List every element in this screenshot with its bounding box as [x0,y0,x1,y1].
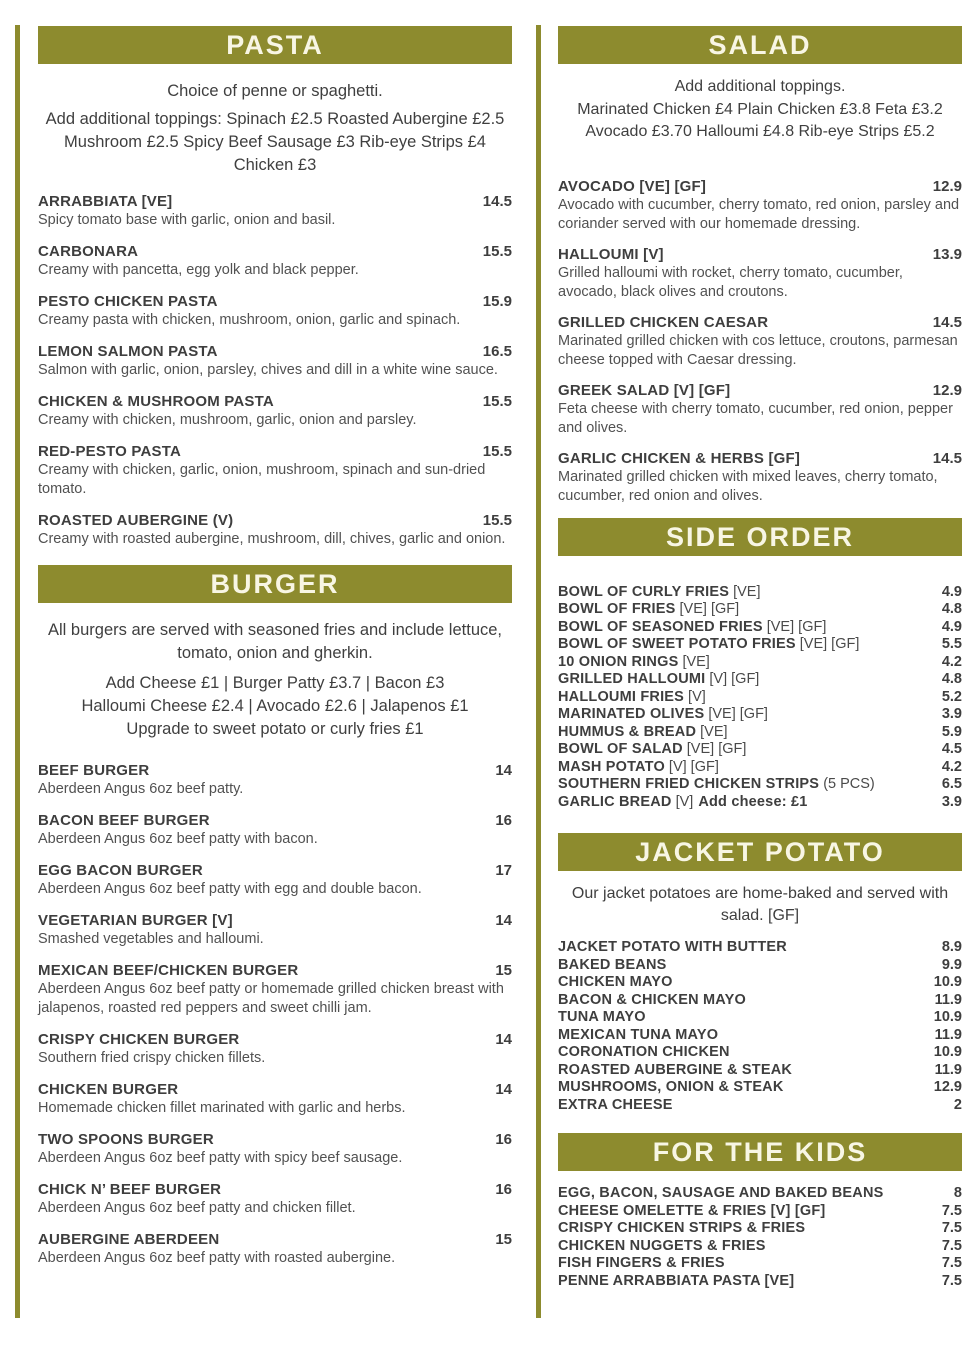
item-price: 14 [495,1031,512,1048]
item-name: TWO SPOONS BURGER [38,1131,214,1148]
intro-line: Mushroom £2.5 Spicy Beef Sausage £3 Rib-eye Strips £4 [64,133,486,151]
pasta-intro-choice: Choice of penne or spaghetti. [167,82,383,100]
item-description: Salmon with garlic, onion, parsley, chives and dill in a white wine sauce. [38,362,498,378]
item-price: 4.2 [941,653,962,670]
salad-intro-toppings [558,76,962,144]
item-description: Creamy with chicken, mushroom, garlic, onion and parsley. [38,412,417,428]
menu-item-row [38,243,512,261]
menu-row [558,1062,962,1080]
item-name: BOWL OF FRIES [558,601,676,617]
menu-row [558,706,962,724]
item-price: 9.9 [941,956,962,973]
item-description: Aberdeen Angus 6oz beef patty with roasted aubergine. [38,1250,396,1266]
item-name: HUMMUS & BREAD [558,723,697,740]
item-name: BOWL OF SALAD [558,741,683,757]
item-price: 16 [495,1131,512,1148]
item-description: Aberdeen Angus 6oz beef patty. [38,781,244,797]
intro-line: Add Cheese £1 | Burger Patty £3.7 | Bacon £3 [105,674,445,692]
menu-item-row [38,962,512,980]
menu-item [38,393,512,430]
item-name: PENNE ARRABBIATA PASTA [VE] [558,1272,795,1289]
menu-row-name [558,939,787,957]
item-price: 12.9 [933,1079,962,1095]
menu-row [558,601,962,619]
side-order-section-title: SIDE ORDER [665,521,855,552]
menu-item [38,193,512,230]
item-tags: [VE] [GF] [708,706,768,722]
item-description: Creamy with pancetta, egg yolk and black pepper. [38,262,359,278]
item-description: Spicy tomato base with garlic, onion and basil. [38,212,336,228]
intro-line: tomato, onion and gherkin. [177,644,373,662]
menu-item [38,1181,512,1218]
item-description: Marinated grilled chicken with cos lettuce, croutons, parmesan cheese topped with Caesar dressing. [558,332,958,368]
menu-row [558,1255,962,1273]
item-price: 16.5 [482,343,512,360]
intro-line: Chicken £3 [233,156,317,174]
menu-item-row [38,1031,512,1049]
menu-item [558,450,962,506]
item-price: 4.8 [941,601,962,617]
right-column [558,0,962,1290]
menu-row-name [558,794,808,812]
menu-row [558,794,962,812]
item-price: 5.2 [941,688,962,705]
intro-line: Our jacket potatoes are home-baked and served with [571,885,949,902]
menu-item [38,762,512,799]
pasta-section-title: PASTA [226,30,324,60]
item-name: BACON BEEF BURGER [38,812,210,829]
item-name: JACKET POTATO WITH BUTTER [558,939,787,955]
menu-row-name [558,974,673,992]
item-price: 11.9 [934,991,962,1008]
item-price: 7.5 [941,1237,962,1254]
menu-row-name [558,1238,766,1256]
menu-row [558,724,962,742]
item-name: ROASTED AUBERGINE & STEAK [558,1061,793,1078]
item-description: Aberdeen Angus 6oz beef patty with bacon. [38,831,318,847]
item-price: 15 [495,1231,512,1248]
menu-row-name [558,957,667,975]
item-price: 15.5 [482,512,512,529]
item-name: GARLIC CHICKEN & HERBS [GF] [558,449,801,467]
item-name: MEXICAN TUNA MAYO [558,1026,719,1043]
salad-section-banner [558,26,962,64]
menu-item-row [38,512,512,530]
menu-row-name [558,1097,673,1115]
pasta-section-banner [38,26,512,64]
item-name: CHICKEN BURGER [38,1081,179,1098]
menu-item-row [38,443,512,461]
menu-row [558,957,962,975]
menu-row-name [558,601,739,619]
menu-row-name [558,1044,730,1062]
intro-line: Add additional toppings: Spinach £2.5 Roasted Aubergine £2.5 [45,110,505,128]
item-name: LEMON SALMON PASTA [38,343,218,360]
item-price: 15.5 [482,443,512,460]
menu-row-name [558,636,859,654]
menu-item-row [38,293,512,311]
item-name: BACON & CHICKEN MAYO [558,991,746,1008]
burger-intro-addons [38,672,512,741]
menu-row-name [558,671,759,689]
menu-row [558,1273,962,1291]
intro-line: Upgrade to sweet potato or curly fries £1 [126,720,424,738]
menu-row-name [558,654,710,672]
menu-row [558,992,962,1010]
left-edge-rule [15,25,20,1318]
item-price: 16 [495,1181,512,1198]
item-tags: [VE] [GF] [766,618,827,635]
menu-item [558,246,962,302]
item-name: GRILLED HALLOUMI [558,671,706,687]
item-price: 13.9 [932,245,962,263]
menu-item [38,862,512,899]
item-name: PESTO CHICKEN PASTA [38,293,218,310]
menu-item [38,1131,512,1168]
item-description: Creamy pasta with chicken, mushroom, onion, garlic and spinach. [38,312,461,328]
item-name: AUBERGINE ABERDEEN [38,1231,220,1248]
menu-item-row [38,1231,512,1249]
kids-section-banner [558,1133,962,1171]
menu-row-name [558,992,746,1010]
item-price: 7.5 [941,1220,962,1236]
item-price: 2 [953,1096,962,1113]
item-description: Creamy with roasted aubergine, mushroom, dill, chives, garlic and onion. [38,531,506,547]
item-price: 15.5 [482,393,512,410]
menu-item-row [38,1081,512,1099]
item-name: EGG BACON BURGER [38,862,203,879]
menu-item-row [38,812,512,830]
item-name: BOWL OF SWEET POTATO FRIES [558,636,796,652]
item-description: Aberdeen Angus 6oz beef patty and chicken fillet. [38,1200,356,1216]
item-tags: [V] [688,688,706,705]
menu-row-name [558,724,728,742]
menu-row-name [558,1027,718,1045]
menu-row-name [558,1079,784,1097]
item-name: GRILLED CHICKEN CAESAR [558,313,769,331]
item-description: Creamy with chicken, garlic, onion, mushroom, spinach and sun-dried tomato. [38,462,486,497]
menu-row [558,759,962,777]
menu-item-row [38,193,512,211]
salad-section-title: SALAD [708,30,812,60]
burger-intro-note [38,619,512,665]
menu-row [558,1079,962,1097]
intro-line: Avocado £3.70 Halloumi £4.8 Rib-eye Strips £5.2 [585,123,935,140]
menu-row [558,1220,962,1238]
menu-item-row [38,343,512,361]
menu-row [558,1027,962,1045]
item-description: Aberdeen Angus 6oz beef patty or homemade grilled chicken breast with jalapenos, roasted red peppers and sweet chilli jam. [38,981,504,1016]
item-name: BOWL OF SEASONED FRIES [558,618,763,635]
item-price: 12.9 [932,381,962,399]
item-price: 14.5 [932,449,962,467]
item-price: 4.9 [941,618,962,635]
menu-item [38,293,512,330]
item-price: 14 [495,912,512,929]
menu-row [558,974,962,992]
intro-line: Marinated Chicken £4 Plain Chicken £3.8 Feta £3.2 [577,100,943,118]
item-price: 6.5 [941,776,962,792]
item-name: TUNA MAYO [558,1009,646,1025]
jacket-potato-section-banner [558,833,962,871]
kids-section-title: FOR THE KIDS [652,1137,868,1167]
menu-item-row [38,393,512,411]
burger-section-title: BURGER [210,569,340,599]
item-price: 7.5 [941,1255,962,1271]
menu-row-name [558,1255,725,1273]
item-price: 17 [495,862,512,879]
pasta-items-list [38,193,512,549]
item-name: BAKED BEANS [558,956,667,973]
item-name: CORONATION CHICKEN [558,1044,730,1060]
item-name: GARLIC BREAD [558,793,672,810]
menu-row-name [558,776,875,794]
menu-row [558,1044,962,1062]
menu-row [558,619,962,637]
menu-item [38,812,512,849]
menu-row-name [558,584,761,602]
item-name: CHEESE OMELETTE & FRIES [V] [GF] [558,1202,826,1219]
menu-row-name [558,759,719,777]
item-description: Avocado with cucumber, cherry tomato, red onion, parsley and coriander served with our homemade dressing. [558,196,960,232]
item-price: 4.2 [941,758,962,775]
item-price: 5.5 [941,636,962,652]
item-tags: [VE] [700,723,728,740]
item-price: 7.5 [941,1272,962,1289]
menu-row [558,636,962,654]
menu-row [558,671,962,689]
item-name: CHICKEN & MUSHROOM PASTA [38,393,274,410]
item-tags: [V] [GF] [709,671,760,687]
item-description: Feta cheese with cherry tomato, cucumber, red onion, pepper and olives. [558,400,953,436]
item-price: 4.9 [941,583,962,600]
burger-section-banner [38,565,512,603]
item-name: MUSHROOMS, ONION & STEAK [558,1079,784,1095]
side-order-section-banner [558,518,962,556]
item-price: 10.9 [933,974,962,990]
menu-item [38,962,512,1018]
item-name: MASH POTATO [558,758,665,775]
burger-items-list [38,762,512,1268]
item-price: 4.8 [941,671,962,687]
menu-item-row [38,862,512,880]
item-tags: [VE] [GF] [799,636,860,652]
item-description: Homemade chicken fillet marinated with garlic and herbs. [38,1100,406,1116]
item-name: CRISPY CHICKEN BURGER [38,1031,240,1048]
item-name: AVOCADO [VE] [GF] [558,177,707,195]
item-price: 14 [495,1081,512,1098]
item-price: 10.9 [933,1009,962,1025]
item-description: Southern fried crispy chicken fillets. [38,1050,266,1066]
menu-item [558,178,962,234]
item-price: 11.9 [934,1061,962,1078]
menu-row-name [558,1185,884,1203]
item-description: Grilled halloumi with rocket, cherry tomato, cucumber, avocado, black olives and croutons. [558,264,903,300]
menu-row [558,1009,962,1027]
item-name: MARINATED OLIVES [558,706,705,722]
item-name: CRISPY CHICKEN STRIPS & FRIES [558,1220,806,1236]
item-price: 8.9 [941,939,962,955]
menu-item [38,443,512,499]
side-order-items-list [558,584,962,812]
item-name: ARRABBIATA [VE] [38,193,173,210]
item-name: RED-PESTO PASTA [38,443,182,460]
item-name: EGG, BACON, SAUSAGE AND BAKED BEANS [558,1185,884,1201]
item-price: 11.9 [934,1026,962,1043]
menu-row [558,584,962,602]
menu-row-name [558,1220,805,1238]
item-tags: (5 PCS) [823,776,875,792]
item-tags: [V] [GF] [668,758,719,775]
menu-row [558,689,962,707]
menu-item [38,1231,512,1268]
item-price: 10.9 [933,1044,962,1060]
item-price: 5.9 [941,723,962,740]
menu-item [558,314,962,370]
item-name: BEEF BURGER [38,762,150,779]
menu-item-row [558,246,962,264]
menu-item-row [38,912,512,930]
pasta-intro-toppings [38,108,512,177]
menu-row [558,741,962,759]
menu-row-name [558,1273,794,1291]
item-tags: [V] [675,793,694,810]
item-note: Add cheese: £1 [698,793,808,810]
salad-items-list [558,178,962,506]
menu-item [38,343,512,380]
menu-item [38,512,512,549]
item-name: SOUTHERN FRIED CHICKEN STRIPS [558,776,820,792]
menu-row-name [558,1203,825,1221]
intro-line: Halloumi Cheese £2.4 | Avocado £2.6 | Jalapenos £1 [81,697,469,715]
item-price: 8 [953,1185,962,1201]
item-price: 3.9 [941,706,962,722]
menu-item-row [558,382,962,400]
item-name: EXTRA CHEESE [558,1096,673,1113]
menu-item [558,382,962,438]
item-price: 15.9 [482,293,512,310]
item-name: FISH FINGERS & FRIES [558,1255,725,1271]
menu-row-name [558,689,706,707]
item-tags: [VE] [682,653,710,670]
menu-item [38,1081,512,1118]
menu-item [38,912,512,949]
item-name: CHICKEN MAYO [558,974,673,990]
item-price: 7.5 [941,1202,962,1219]
intro-line: salad. [GF] [720,907,800,924]
menu-row-name [558,1062,792,1080]
item-name: GREEK SALAD [V] [GF] [558,381,731,399]
jacket-potato-items-list [558,939,962,1114]
left-column [38,0,512,1281]
item-name: VEGETARIAN BURGER [V] [38,912,233,929]
item-price: 14.5 [932,313,962,331]
item-name: MEXICAN BEEF/CHICKEN BURGER [38,962,299,979]
menu-row-name [558,741,746,759]
item-description: Marinated grilled chicken with mixed leaves, cherry tomato, cucumber, red onion and olives. [558,468,938,504]
menu-row-name [558,619,826,637]
item-name: CARBONARA [38,243,139,260]
item-name: 10 ONION RINGS [558,653,679,670]
menu-row-name [558,706,768,724]
item-tags: [VE] [GF] [679,601,740,617]
kids-items-list [558,1185,962,1290]
column-divider-rule [536,25,541,1318]
menu-item-row [38,1181,512,1199]
menu-item-row [38,1131,512,1149]
jacket-potato-section-title: JACKET POTATO [635,837,885,867]
item-description: Smashed vegetables and halloumi. [38,931,264,947]
menu-item-row [558,178,962,196]
item-name: CHICKEN NUGGETS & FRIES [558,1237,766,1254]
menu-item [38,243,512,280]
menu-row [558,654,962,672]
menu-item-row [38,762,512,780]
item-name: ROASTED AUBERGINE (V) [38,512,234,529]
item-price: 16 [495,812,512,829]
menu-row-name [558,1009,646,1027]
item-name: HALLOUMI FRIES [558,688,685,705]
intro-line: All burgers are served with seasoned fries and include lettuce, [48,621,502,639]
item-price: 15 [495,962,512,979]
jacket-potato-intro [558,883,962,927]
menu-row [558,939,962,957]
item-name: BOWL OF CURLY FRIES [558,583,730,600]
menu-row [558,1203,962,1221]
menu-item-row [558,314,962,332]
item-price: 12.9 [932,177,962,195]
item-price: 14.5 [482,193,512,210]
menu-row [558,1238,962,1256]
intro-line: Add additional toppings. [674,78,846,95]
item-name: CHICK N’ BEEF BURGER [38,1181,222,1198]
menu-row [558,1185,962,1203]
item-tags: [VE] [GF] [686,741,747,757]
menu-item-row [558,450,962,468]
item-tags: [VE] [733,583,761,600]
item-description: Aberdeen Angus 6oz beef patty with spicy beef sausage. [38,1150,403,1166]
item-price: 4.5 [941,741,962,757]
item-price: 14 [495,762,512,779]
menu-row [558,776,962,794]
item-name: HALLOUMI [V] [558,245,664,263]
menu-item [38,1031,512,1068]
item-price: 15.5 [482,243,512,260]
item-price: 3.9 [941,793,962,810]
menu-row [558,1097,962,1115]
item-description: Aberdeen Angus 6oz beef patty with egg and double bacon. [38,881,422,897]
